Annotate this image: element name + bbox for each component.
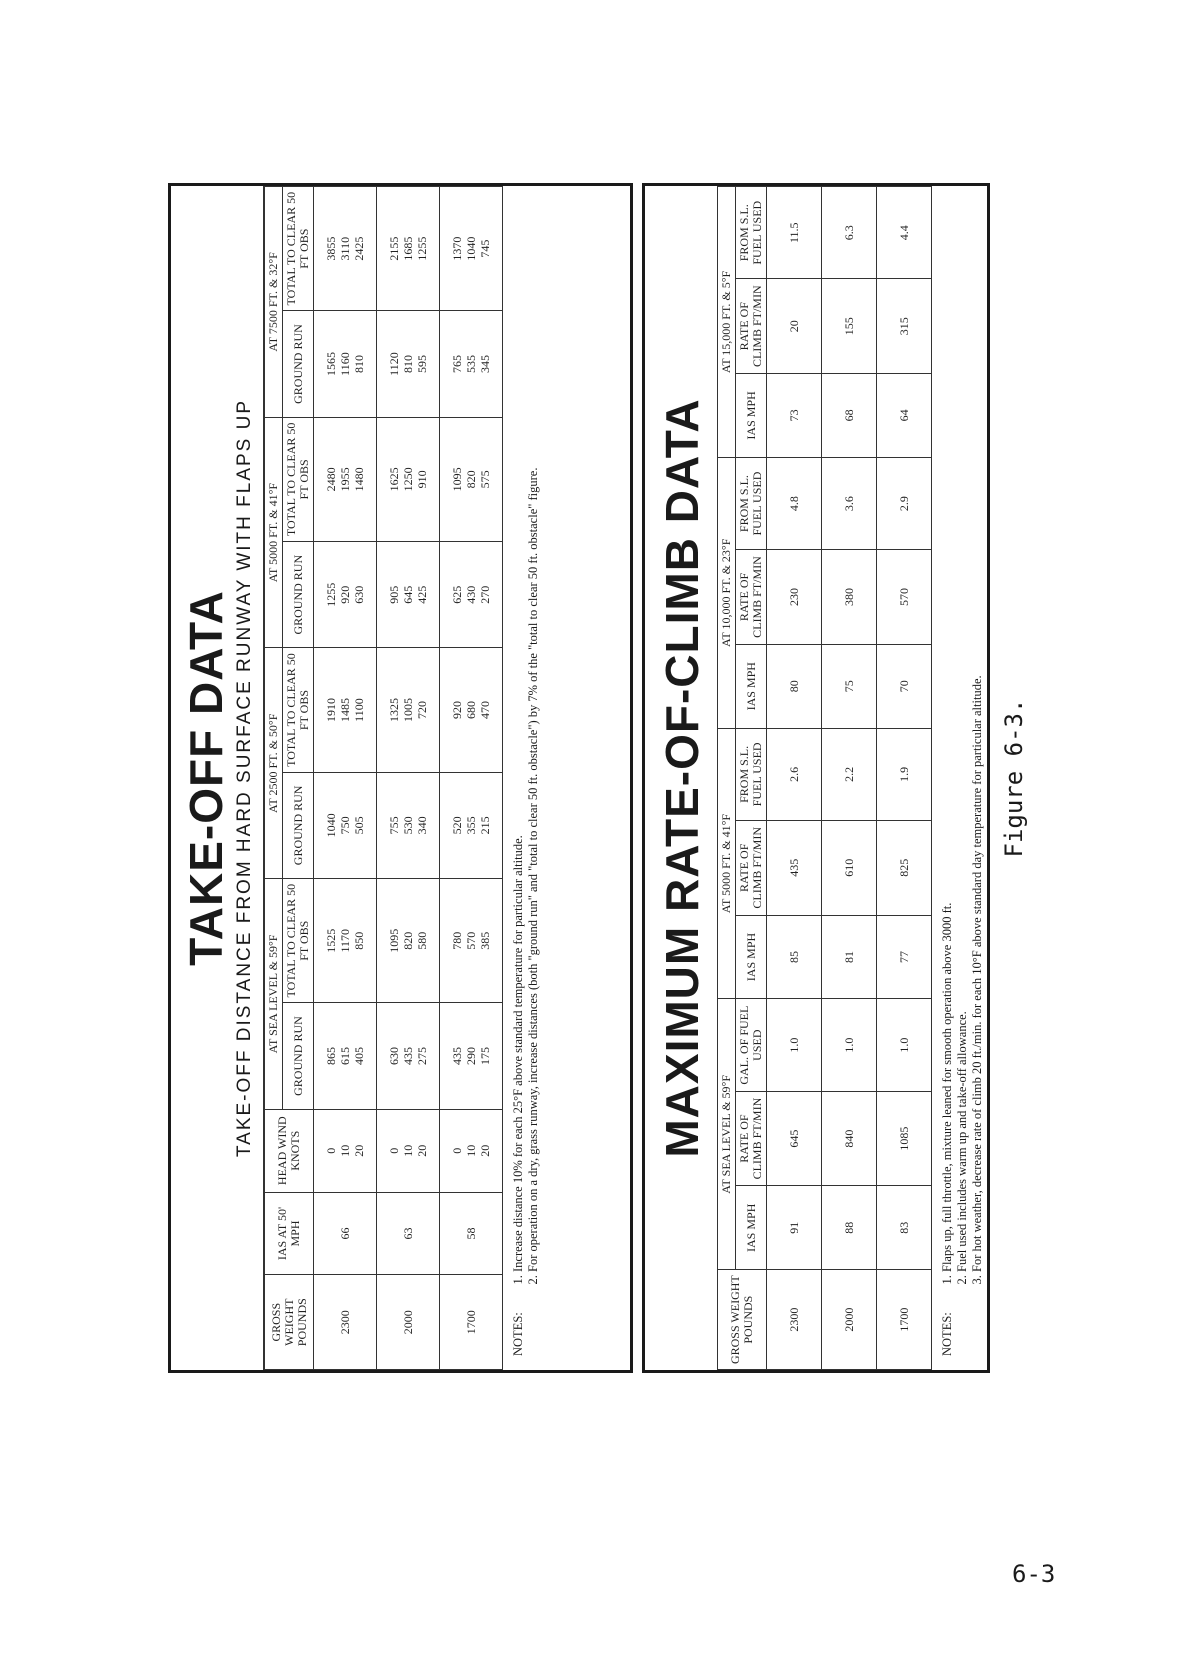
cell-value: 595	[415, 355, 429, 374]
a5000-value-cell: 2.2	[822, 728, 877, 820]
a10000-value-cell: 70	[877, 644, 932, 728]
cell-value: 1250	[401, 467, 415, 492]
a5000-ground-cell	[377, 541, 440, 647]
cell-value: 680	[464, 701, 478, 720]
cell-value: 10	[464, 1144, 478, 1157]
cell-value: 435	[401, 1047, 415, 1066]
header-altitude-10000: AT 10,000 FT. & 23°F	[718, 457, 736, 728]
cell-value: 1485	[338, 698, 352, 723]
cell-value: 470	[478, 701, 492, 720]
cell-value: 780	[450, 931, 464, 950]
cell-value: 1685	[401, 236, 415, 261]
takeoff-subtitle: TAKE-OFF DISTANCE FROM HARD SURFACE RUNWAY WITH FLAPS UP	[234, 398, 255, 1158]
cell-value: 905	[387, 585, 401, 604]
a5000-value-cell: 85	[767, 915, 822, 999]
header-ias: IAS MPH	[736, 644, 767, 728]
cell-value: 820	[464, 470, 478, 489]
cell-value: 355	[464, 816, 478, 835]
a5000-value-cell: 1.9	[877, 728, 932, 820]
gross-weight-cell: 2000	[377, 1275, 440, 1370]
sl-value-cell: 840	[822, 1091, 877, 1185]
cell-value: 750	[338, 816, 352, 835]
cell-value: 385	[478, 931, 492, 950]
cell-value: 10	[401, 1144, 415, 1157]
cell-value: 340	[415, 816, 429, 835]
a5000-ground-cell	[440, 541, 503, 647]
header-altitude-5000: AT 5000 FT. & 41°F	[718, 728, 736, 999]
cell-value: 630	[352, 585, 366, 604]
a5000-value-cell: 825	[877, 821, 932, 915]
cell-value: 645	[401, 585, 415, 604]
cell-value: 1100	[352, 698, 366, 722]
page-number: 6-3	[1012, 1560, 1056, 1588]
gross-weight-cell: 1700	[440, 1275, 503, 1370]
wind-cell	[377, 1109, 440, 1192]
cell-value: 920	[450, 701, 464, 720]
cell-value: 1525	[324, 928, 338, 953]
header-from-sl-fuel-used: FROM S.L. FUEL USED	[736, 187, 767, 279]
a15000-value-cell: 64	[877, 373, 932, 457]
cell-value: 850	[352, 931, 366, 950]
cell-value: 0	[450, 1147, 464, 1154]
cell-value: 1040	[464, 236, 478, 261]
gross-weight-cell: 1700	[877, 1270, 932, 1370]
a5000-value-cell: 610	[822, 821, 877, 915]
table-row	[440, 187, 503, 1370]
header-total-clear: TOTAL TO CLEAR 50 FT OBS	[283, 187, 314, 311]
cell-value: 505	[352, 816, 366, 835]
wind-cell	[440, 1109, 503, 1192]
cell-value: 1370	[450, 236, 464, 261]
climb-note-2: 2. Fuel used includes warm up and take-off allowance.	[955, 675, 970, 1272]
sl-ground-cell	[314, 1003, 377, 1109]
a7500-total-cell	[440, 187, 503, 311]
a5000-value-cell: 81	[822, 915, 877, 999]
sl-value-cell: 83	[877, 1186, 932, 1270]
sl-ground-cell	[440, 1003, 503, 1109]
sl-value-cell: 1.0	[822, 999, 877, 1091]
cell-value: 1255	[415, 236, 429, 261]
sl-value-cell: 88	[822, 1186, 877, 1270]
a15000-value-cell: 20	[767, 279, 822, 373]
a2500-total-cell	[440, 648, 503, 772]
figure-caption: Figure 6-3.	[1000, 698, 1028, 858]
a15000-value-cell: 6.3	[822, 187, 877, 279]
table-row	[314, 187, 377, 1370]
cell-value: 1005	[401, 698, 415, 723]
a7500-ground-cell	[440, 311, 503, 417]
cell-value: 425	[415, 585, 429, 604]
a5000-total-cell	[377, 417, 440, 541]
cell-value: 625	[450, 585, 464, 604]
a2500-ground-cell	[440, 772, 503, 878]
header-altitude-2500: AT 2500 FT. & 50°F	[264, 648, 283, 879]
a2500-total-cell	[377, 648, 440, 772]
sl-total-cell	[440, 879, 503, 1003]
cell-value: 1955	[338, 467, 352, 492]
sl-value-cell: 1.0	[767, 999, 822, 1091]
a15000-value-cell: 68	[822, 373, 877, 457]
header-ias: IAS MPH	[736, 373, 767, 457]
header-gal-fuel-used: GAL. OF FUEL USED	[736, 999, 767, 1091]
header-altitude-sea-level: AT SEA LEVEL & 59°F	[718, 999, 736, 1270]
header-altitude-5000: AT 5000 FT. & 41°F	[264, 417, 283, 648]
cell-value: 520	[450, 816, 464, 835]
a15000-value-cell: 11.5	[767, 187, 822, 279]
cell-value: 755	[387, 816, 401, 835]
cell-value: 0	[324, 1147, 338, 1154]
header-ground-run: GROUND RUN	[283, 311, 314, 417]
cell-value: 920	[338, 585, 352, 604]
cell-value: 1095	[387, 928, 401, 953]
header-gross-weight: GROSS WEIGHT POUNDS	[264, 1275, 314, 1370]
a7500-ground-cell	[377, 311, 440, 417]
cell-value: 215	[478, 816, 492, 835]
cell-value: 1040	[324, 813, 338, 838]
cell-value: 570	[464, 931, 478, 950]
sl-value-cell: 1.0	[877, 999, 932, 1091]
a5000-total-cell	[440, 417, 503, 541]
a10000-value-cell: 380	[822, 550, 877, 644]
header-rate-of-climb: RATE OF CLIMB FT/MIN	[736, 821, 767, 915]
cell-value: 865	[324, 1047, 338, 1066]
cell-value: 810	[352, 355, 366, 374]
sl-total-cell	[314, 879, 377, 1003]
takeoff-data-panel	[168, 183, 633, 1373]
a5000-ground-cell	[314, 541, 377, 647]
takeoff-notes-label: NOTES:	[511, 1312, 525, 1356]
cell-value: 275	[415, 1047, 429, 1066]
a7500-total-cell	[314, 187, 377, 311]
table-row	[377, 187, 440, 1370]
cell-value: 720	[415, 701, 429, 720]
header-rate-of-climb: RATE OF CLIMB FT/MIN	[736, 550, 767, 644]
cell-value: 2155	[387, 236, 401, 261]
a10000-value-cell: 80	[767, 644, 822, 728]
header-altitude-15000: AT 15,000 FT. & 5°F	[718, 187, 736, 458]
climb-note-1: 1. Flaps up, full throttle, mixture leaned for smooth operation above 3000 ft.	[940, 675, 955, 1272]
a5000-total-cell	[314, 417, 377, 541]
header-ground-run: GROUND RUN	[283, 541, 314, 647]
ias-cell: 66	[314, 1192, 377, 1275]
cell-value: 1095	[450, 467, 464, 492]
a15000-value-cell: 155	[822, 279, 877, 373]
a2500-ground-cell	[314, 772, 377, 878]
a7500-total-cell	[377, 187, 440, 311]
gross-weight-cell: 2300	[314, 1275, 377, 1370]
a15000-value-cell: 73	[767, 373, 822, 457]
cell-value: 2480	[324, 467, 338, 492]
cell-value: 1160	[338, 352, 352, 376]
takeoff-note-2: 2. For operation on a dry, grass runway, increase distances (both "ground run" and "total to clear 50 ft. obstacle") by 7% of the "total to clear 50 ft. obstacle" figure.	[526, 468, 541, 1272]
a10000-value-cell: 2.9	[877, 457, 932, 549]
header-rate-of-climb: RATE OF CLIMB FT/MIN	[736, 1091, 767, 1185]
header-ias: IAS MPH	[736, 915, 767, 999]
header-ground-run: GROUND RUN	[283, 772, 314, 878]
header-total-clear: TOTAL TO CLEAR 50 FT OBS	[283, 417, 314, 541]
cell-value: 1120	[387, 352, 401, 376]
sl-value-cell: 91	[767, 1186, 822, 1270]
sl-total-cell	[377, 879, 440, 1003]
a2500-total-cell	[314, 648, 377, 772]
climb-title: MAXIMUM RATE-OF-CLIMB DATA	[656, 398, 708, 1158]
sl-value-cell: 645	[767, 1091, 822, 1185]
header-total-clear: TOTAL TO CLEAR 50 FT OBS	[283, 879, 314, 1003]
cell-value: 2425	[352, 236, 366, 261]
climb-table-body	[767, 187, 932, 1370]
gross-weight-cell: 2300	[767, 1270, 822, 1370]
cell-value: 1910	[324, 698, 338, 723]
header-ias: IAS AT 50' MPH	[264, 1192, 314, 1275]
ias-cell: 63	[377, 1192, 440, 1275]
cell-value: 20	[415, 1144, 429, 1157]
cell-value: 10	[338, 1144, 352, 1157]
a10000-value-cell: 4.8	[767, 457, 822, 549]
climb-note-3: 3. For hot weather, decrease rate of climb 20 ft./min. for each 10°F above standard day temperature for particular altitude.	[970, 675, 985, 1272]
a10000-value-cell: 230	[767, 550, 822, 644]
header-altitude-7500: AT 7500 FT. & 32°F	[264, 187, 283, 418]
climb-notes-label: NOTES:	[940, 1312, 954, 1356]
a7500-ground-cell	[314, 311, 377, 417]
a15000-value-cell: 315	[877, 279, 932, 373]
rotated-page-content	[168, 183, 1108, 1373]
cell-value: 1255	[324, 582, 338, 607]
takeoff-title: TAKE-OFF DATA	[180, 590, 232, 966]
cell-value: 535	[464, 355, 478, 374]
cell-value: 820	[401, 931, 415, 950]
cell-value: 910	[415, 470, 429, 489]
sl-ground-cell	[377, 1003, 440, 1109]
sl-value-cell: 1085	[877, 1091, 932, 1185]
a10000-value-cell: 75	[822, 644, 877, 728]
cell-value: 345	[478, 355, 492, 374]
cell-value: 20	[478, 1144, 492, 1157]
cell-value: 1325	[387, 698, 401, 723]
header-head-wind: HEAD WIND KNOTS	[264, 1109, 314, 1192]
a10000-value-cell: 570	[877, 550, 932, 644]
cell-value: 810	[401, 355, 415, 374]
a2500-ground-cell	[377, 772, 440, 878]
a15000-value-cell: 4.4	[877, 187, 932, 279]
cell-value: 0	[387, 1147, 401, 1154]
header-ground-run: GROUND RUN	[283, 1003, 314, 1109]
cell-value: 575	[478, 470, 492, 489]
cell-value: 1565	[324, 352, 338, 377]
header-from-sl-fuel-used: FROM S.L. FUEL USED	[736, 728, 767, 820]
takeoff-table	[263, 186, 503, 1370]
climb-table	[717, 186, 932, 1370]
cell-value: 405	[352, 1047, 366, 1066]
cell-value: 765	[450, 355, 464, 374]
cell-value: 290	[464, 1047, 478, 1066]
cell-value: 175	[478, 1047, 492, 1066]
cell-value: 530	[401, 816, 415, 835]
header-altitude-sea-level: AT SEA LEVEL & 59°F	[264, 879, 283, 1110]
cell-value: 580	[415, 931, 429, 950]
takeoff-notes	[503, 186, 545, 1370]
a10000-value-cell: 3.6	[822, 457, 877, 549]
a5000-value-cell: 77	[877, 915, 932, 999]
cell-value: 430	[464, 585, 478, 604]
takeoff-table-body	[314, 187, 503, 1370]
table-row	[877, 187, 932, 1370]
ias-cell: 58	[440, 1192, 503, 1275]
climb-data-panel	[642, 183, 990, 1373]
table-row	[767, 187, 822, 1370]
table-row	[822, 187, 877, 1370]
cell-value: 745	[478, 239, 492, 258]
cell-value: 1170	[338, 928, 352, 953]
header-ias: IAS MPH	[736, 1186, 767, 1270]
header-from-sl-fuel-used: FROM S.L. FUEL USED	[736, 457, 767, 549]
cell-value: 630	[387, 1047, 401, 1066]
cell-value: 615	[338, 1047, 352, 1066]
header-total-clear: TOTAL TO CLEAR 50 FT OBS	[283, 648, 314, 772]
a5000-value-cell: 435	[767, 821, 822, 915]
cell-value: 3110	[338, 236, 352, 261]
climb-notes	[932, 186, 989, 1370]
cell-value: 1625	[387, 467, 401, 492]
cell-value: 20	[352, 1144, 366, 1157]
cell-value: 3855	[324, 236, 338, 261]
header-rate-of-climb: RATE OF CLIMB FT/MIN	[736, 279, 767, 373]
takeoff-note-1: 1. Increase distance 10% for each 25°F above standard temperature for particular altitude.	[511, 468, 526, 1272]
wind-cell	[314, 1109, 377, 1192]
cell-value: 270	[478, 585, 492, 604]
gross-weight-cell: 2000	[822, 1270, 877, 1370]
cell-value: 1480	[352, 467, 366, 492]
cell-value: 435	[450, 1047, 464, 1066]
a5000-value-cell: 2.6	[767, 728, 822, 820]
header-gross-weight: GROSS WEIGHT POUNDS	[718, 1270, 767, 1370]
